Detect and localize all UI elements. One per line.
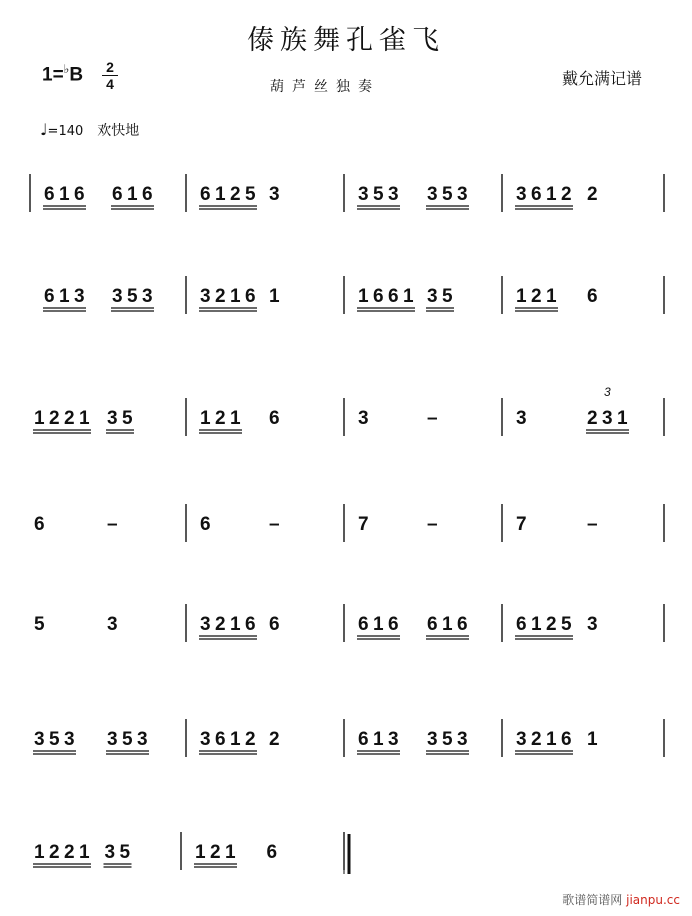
jianpu-note: 3 (358, 408, 369, 429)
jianpu-note: 2 (64, 842, 75, 863)
jianpu-note: 3 (107, 614, 118, 635)
jianpu-note: 1 (215, 184, 226, 205)
jianpu-note: 3 (137, 729, 148, 750)
tempo-value: =140 (47, 124, 84, 139)
jianpu-note: 1 (442, 614, 453, 635)
jianpu-note: 7 (516, 514, 527, 535)
score-row (33, 832, 344, 870)
jianpu-note: 6 (457, 614, 468, 635)
jianpu-note: 3 (388, 184, 399, 205)
jianpu-note: 3 (142, 286, 153, 307)
score-row (34, 504, 664, 542)
jianpu-note: 3 (200, 614, 211, 635)
jianpu-note: 2 (531, 729, 542, 750)
watermark-site-name: 歌谱简谱网 (562, 893, 623, 907)
jianpu-note: 1 (225, 842, 236, 863)
jianpu-note: 3 (358, 184, 369, 205)
jianpu-note: 1 (373, 614, 384, 635)
jianpu-note: 5 (373, 184, 384, 205)
jianpu-note: 6 (388, 286, 399, 307)
jianpu-note: 3 (107, 729, 118, 750)
key-label: 1= (42, 64, 64, 86)
jianpu-note: 6 (358, 729, 369, 750)
jianpu-note: 3 (388, 729, 399, 750)
jianpu-note: 3 (64, 729, 75, 750)
jianpu-note: 6 (269, 614, 280, 635)
jianpu-note: 1 (59, 286, 70, 307)
jianpu-note: 2 (215, 408, 226, 429)
jianpu-note: 1 (587, 729, 598, 750)
jianpu-note: 3 (516, 729, 527, 750)
jianpu-note: 5 (442, 286, 453, 307)
jianpu-note: 2 (49, 842, 60, 863)
jianpu-note: 2 (210, 842, 221, 863)
jianpu-note: 3 (457, 184, 468, 205)
jianpu-note: 3 (200, 729, 211, 750)
jianpu-note: 5 (442, 729, 453, 750)
jianpu-note: 6 (44, 184, 55, 205)
jianpu-note: 1 (127, 184, 138, 205)
jianpu-note: 6 (34, 514, 45, 535)
jianpu-note: 6 (266, 842, 278, 863)
quarter-note-icon: ♩ (40, 120, 48, 139)
jianpu-note: 5 (122, 408, 133, 429)
jianpu-note: 3 (427, 184, 438, 205)
jianpu-note: 1 (230, 614, 241, 635)
jianpu-note: 3 (602, 408, 613, 429)
score-row (33, 719, 664, 757)
jianpu-note: 6 (245, 286, 256, 307)
jianpu-note: 6 (516, 614, 527, 635)
jianpu-note: 2 (546, 614, 557, 635)
jianpu-note: 6 (358, 614, 369, 635)
jianpu-note: 1 (546, 286, 557, 307)
jianpu-note: 1 (34, 842, 45, 863)
jianpu-note: 6 (561, 729, 572, 750)
jianpu-note: 6 (142, 184, 153, 205)
jianpu-note: 1 (230, 408, 241, 429)
jianpu-note: 6 (427, 614, 438, 635)
jianpu-note: 2 (531, 286, 542, 307)
jianpu-note: 1 (373, 729, 384, 750)
jianpu-note: 2 (587, 184, 598, 205)
score-row (30, 174, 664, 212)
jianpu-note: 6 (74, 184, 85, 205)
jianpu-note: 2 (587, 408, 598, 429)
jianpu-note: 1 (269, 286, 280, 307)
jianpu-note: 2 (245, 729, 256, 750)
jianpu-note: 1 (546, 184, 557, 205)
meter-bottom: 4 (106, 76, 114, 92)
jianpu-note: – (269, 514, 280, 535)
jianpu-note: – (107, 514, 118, 535)
jianpu-note: 1 (195, 842, 206, 863)
jianpu-note: 5 (34, 614, 45, 635)
jianpu-note: 5 (561, 614, 572, 635)
jianpu-note: 6 (269, 408, 280, 429)
watermark-url: jianpu.cc (626, 893, 680, 907)
jianpu-note: – (427, 514, 438, 535)
jianpu-note: 5 (122, 729, 133, 750)
jianpu-note: 6 (531, 184, 542, 205)
jianpu-note: 1 (516, 286, 527, 307)
jianpu-note: 6 (587, 286, 598, 307)
jianpu-note: 3 (74, 286, 85, 307)
jianpu-note: 6 (373, 286, 384, 307)
jianpu-note: 3 (200, 286, 211, 307)
jianpu-note: 6 (245, 614, 256, 635)
jianpu-note: 2 (269, 729, 280, 750)
jianpu-note: 1 (79, 408, 90, 429)
jianpu-note: 5 (442, 184, 453, 205)
jianpu-note: 1 (617, 408, 628, 429)
jianpu-note: 2 (64, 408, 75, 429)
jianpu-note: 5 (119, 842, 131, 863)
jianpu-note: 3 (34, 729, 45, 750)
jianpu-note: 6 (200, 184, 211, 205)
page-title: 傣族舞孔雀飞 (247, 25, 445, 56)
jianpu-note: 6 (388, 614, 399, 635)
jianpu-note: 5 (127, 286, 138, 307)
jianpu-note: 6 (112, 184, 123, 205)
jianpu-note: 3 (427, 729, 438, 750)
jianpu-note: 2 (230, 184, 241, 205)
jianpu-note: 1 (230, 729, 241, 750)
jianpu-note: 1 (230, 286, 241, 307)
score-row (43, 276, 664, 314)
meter-top: 2 (106, 59, 114, 75)
jianpu-note: – (427, 408, 438, 429)
jianpu-note: 1 (531, 614, 542, 635)
jianpu-note: 3 (457, 729, 468, 750)
jianpu-note: 1 (358, 286, 369, 307)
jianpu-note: 1 (546, 729, 557, 750)
jianpu-note: 3 (587, 614, 598, 635)
jianpu-note: 6 (200, 514, 211, 535)
jianpu-note: 2 (49, 408, 60, 429)
jianpu-note: 1 (200, 408, 211, 429)
key-note: B (69, 64, 84, 86)
jianpu-note: 5 (49, 729, 60, 750)
triplet-mark: 3 (604, 385, 611, 399)
jianpu-note: 2 (561, 184, 572, 205)
expression-marking: 欢快地 (97, 123, 140, 139)
jianpu-note: 6 (44, 286, 55, 307)
jianpu-note: 1 (79, 842, 90, 863)
jianpu-note: 3 (107, 408, 118, 429)
jianpu-note: 3 (516, 408, 527, 429)
jianpu-note: 3 (269, 184, 280, 205)
subtitle: 葫芦丝独奏 (270, 79, 380, 95)
jianpu-note: 1 (59, 184, 70, 205)
jianpu-note: 1 (403, 286, 414, 307)
jianpu-note: – (587, 514, 598, 535)
jianpu-note: 5 (245, 184, 256, 205)
score-row (33, 398, 664, 436)
jianpu-note: 3 (104, 842, 116, 863)
jianpu-note: 7 (358, 514, 369, 535)
watermark (562, 891, 680, 908)
jianpu-note: 2 (215, 614, 226, 635)
score-row (34, 604, 664, 642)
jianpu-note: 2 (215, 286, 226, 307)
flat-icon: ♭ (63, 62, 70, 76)
jianpu-note: 1 (34, 408, 45, 429)
jianpu-note: 3 (112, 286, 123, 307)
jianpu-note: 3 (516, 184, 527, 205)
author-credit: 戴允满记谱 (562, 69, 643, 88)
jianpu-note: 6 (215, 729, 226, 750)
jianpu-note: 3 (427, 286, 438, 307)
